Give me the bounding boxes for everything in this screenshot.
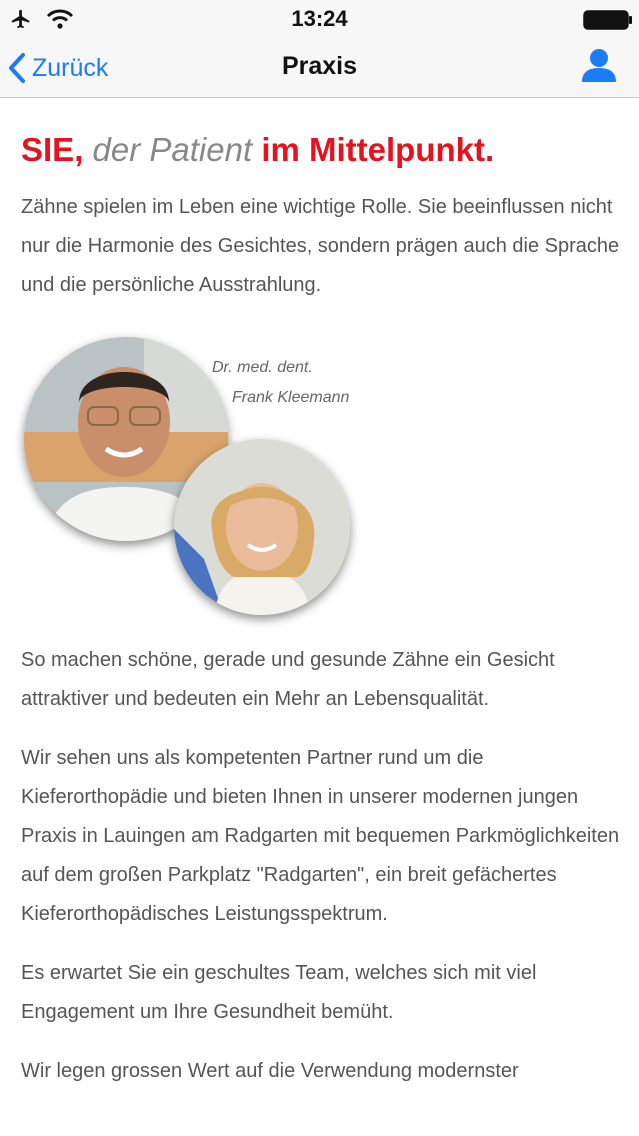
paragraph-3: Wir sehen uns als kompetenten Partner rund um die Kieferorthopädie und bieten Ihnen in unserer modernen jungen Praxis in Lauingen am Radgarten mit bequemen Parkmöglichkeiten auf dem großen Parkplatz "Radgarten", ein breit gefächertes Kieferorthopädisches Leistungsspektrum. [21,747,620,925]
paragraph-5: Wir legen grossen Wert auf die Verwendung modernster [21,1060,519,1082]
assistant-photo [174,439,350,615]
page-title: Praxis [281,52,358,80]
paragraph-intro: Zähne spielen im Leben eine wichtige Rolle. Sie beeinflussen nicht nur die Harmonie des Gesichtes, sondern prägen auch die Sprache und die persönliche Ausstrahlung. [21,196,620,296]
user-icon[interactable] [579,46,619,91]
navigation-bar [0,40,639,98]
paragraph-2: So machen schöne, gerade und gesunde Zähne ein Gesicht attraktiver und bedeuten ein Mehr an Lebensqualität. [21,649,555,710]
paragraph-4: Es erwartet Sie ein geschultes Team, welches sich mit viel Engagement um Ihre Gesundheit bemüht. [21,962,537,1023]
battery-icon [583,10,633,35]
back-button-label: Zurück [32,53,109,82]
headline-part-1: SIE, [21,131,84,168]
status-time: 13:24 [291,6,348,31]
headline-part-3: im Mittelpunkt. [261,131,495,168]
status-bar [0,0,639,40]
caption-title: Dr. med. dent. [212,359,313,376]
content-area [21,98,621,1091]
caption-name: Frank Kleemann [232,389,350,406]
headline-part-2: der Patient [92,131,253,168]
team-photos [21,319,621,629]
headline [21,130,621,170]
